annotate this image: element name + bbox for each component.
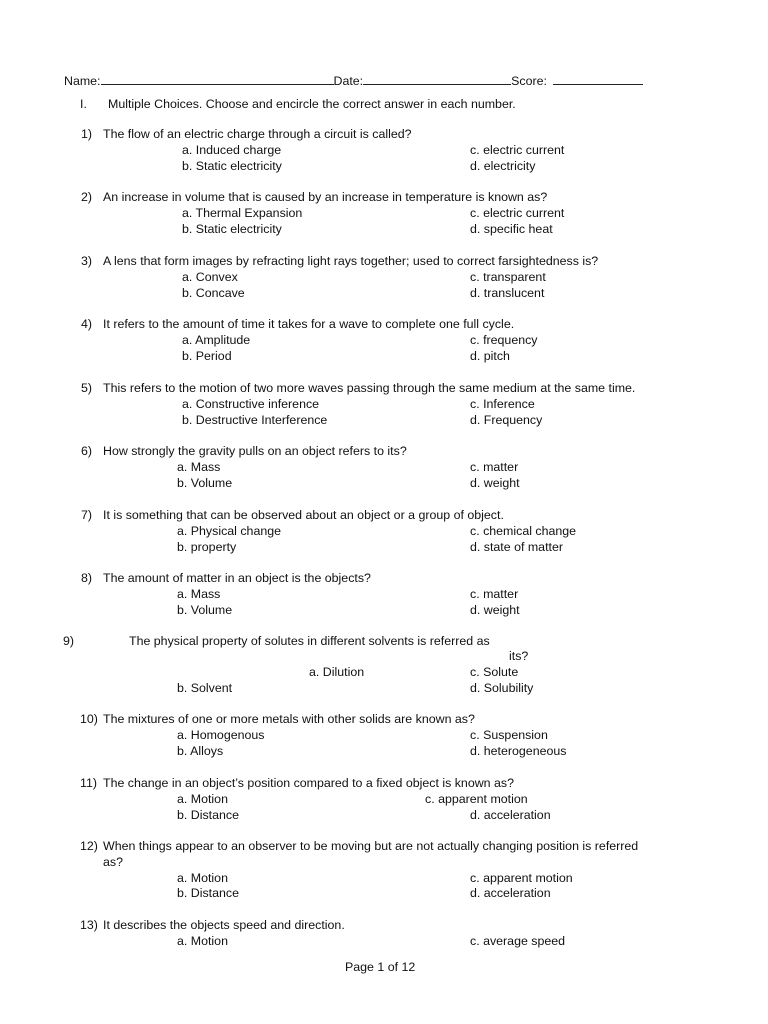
choice-a[interactable]: a. Physical change <box>177 524 282 538</box>
choice-c[interactable]: c. transparent <box>470 270 546 284</box>
question-number: 2) <box>81 190 93 204</box>
choice-b[interactable]: b. Destructive Interference <box>182 413 328 427</box>
question-text-continued: its? <box>509 649 529 663</box>
choice-a[interactable]: a. Mass <box>177 587 221 601</box>
question-number: 10) <box>80 712 98 726</box>
choice-a[interactable]: a. Motion <box>177 871 228 885</box>
choice-c[interactable]: c. Inference <box>470 397 535 411</box>
question-text: How strongly the gravity pulls on an object refers to its? <box>103 444 407 458</box>
choice-b[interactable]: b. Distance <box>177 808 239 822</box>
question-number: 9) <box>63 634 75 648</box>
choice-c[interactable]: c. chemical change <box>470 524 577 538</box>
question-text: An increase in volume that is caused by an increase in temperature is known as? <box>103 190 548 204</box>
date-label: Date: <box>333 74 364 88</box>
question-text: It describes the objects speed and direction. <box>103 918 345 932</box>
choice-c[interactable]: c. matter <box>470 460 519 474</box>
choice-d[interactable]: d. Frequency <box>470 413 543 427</box>
choice-a[interactable]: a. Motion <box>177 792 228 806</box>
question-number: 8) <box>81 571 93 585</box>
choice-b[interactable]: b. Period <box>182 349 232 363</box>
question-number: 13) <box>80 918 98 932</box>
question-number: 7) <box>81 508 93 522</box>
choice-a[interactable]: a. Homogenous <box>177 728 265 742</box>
choice-d[interactable]: d. acceleration <box>470 808 551 822</box>
question-text: A lens that form images by refracting light rays together; used to correct farsightedness is? <box>103 254 599 268</box>
choice-d[interactable]: d. translucent <box>470 286 545 300</box>
question-text: It is something that can be observed about an object or a group of object. <box>103 508 504 522</box>
choice-d[interactable]: d. weight <box>470 603 520 617</box>
section-instruction: Multiple Choices. Choose and encircle the correct answer in each number. <box>108 97 516 111</box>
choice-a[interactable]: a. Amplitude <box>182 333 251 347</box>
choice-b[interactable]: b. Volume <box>177 476 233 490</box>
choice-c[interactable]: c. apparent motion <box>425 792 528 806</box>
choice-d[interactable]: d. Solubility <box>470 681 534 695</box>
choice-b[interactable]: b. Static electricity <box>182 159 282 173</box>
choice-c[interactable]: c. matter <box>470 587 519 601</box>
choice-d[interactable]: d. weight <box>470 476 520 490</box>
choice-b[interactable]: b. Concave <box>182 286 245 300</box>
choice-b[interactable]: b. Static electricity <box>182 222 282 236</box>
question-number: 12) <box>80 839 98 853</box>
choice-d[interactable]: d. state of matter <box>470 540 563 554</box>
choice-b[interactable]: b. Solvent <box>177 681 233 695</box>
choice-c[interactable]: c. Suspension <box>470 728 548 742</box>
choice-b[interactable]: b. Distance <box>177 886 239 900</box>
name-blank[interactable] <box>101 72 334 85</box>
question-number: 5) <box>81 381 93 395</box>
choice-c[interactable]: c. average speed <box>470 934 566 948</box>
choice-d[interactable]: d. acceleration <box>470 886 551 900</box>
question-text: This refers to the motion of two more waves passing through the same medium at the same time. <box>103 381 636 395</box>
choice-b[interactable]: b. Volume <box>177 603 233 617</box>
page-number: Page 1 of 12 <box>345 960 416 974</box>
question-text: The physical property of solutes in different solvents is referred as <box>129 634 490 648</box>
name-label: Name: <box>64 74 101 88</box>
choice-d[interactable]: d. specific heat <box>470 222 553 236</box>
choice-c[interactable]: c. Solute <box>470 665 519 679</box>
choice-d[interactable]: d. heterogeneous <box>470 744 567 758</box>
section-numeral: I. <box>80 97 87 111</box>
question-number: 1) <box>81 127 93 141</box>
question-number: 11) <box>80 776 97 790</box>
question-text-continued: as? <box>103 855 123 869</box>
question-text: The mixtures of one or more metals with other solids are known as? <box>103 712 475 726</box>
choice-c[interactable]: c. apparent motion <box>470 871 573 885</box>
question-text: The amount of matter in an object is the objects? <box>103 571 371 585</box>
choice-c[interactable]: c. electric current <box>470 206 565 220</box>
choice-d[interactable]: d. electricity <box>470 159 536 173</box>
question-text: The flow of an electric charge through a circuit is called? <box>103 127 412 141</box>
choice-c[interactable]: c. frequency <box>470 333 538 347</box>
choice-a[interactable]: a. Mass <box>177 460 221 474</box>
question-text: When things appear to an observer to be moving but are not actually changing position is referred <box>103 839 639 853</box>
choice-a[interactable]: a. Constructive inference <box>182 397 320 411</box>
header-row <box>64 72 643 89</box>
question-number: 4) <box>81 317 93 331</box>
date-blank[interactable] <box>363 72 511 85</box>
question-number: 6) <box>81 444 93 458</box>
choice-a[interactable]: a. Thermal Expansion <box>182 206 303 220</box>
question-text: The change in an object’s position compared to a fixed object is known as? <box>103 776 514 790</box>
question-number: 3) <box>81 254 93 268</box>
choice-b[interactable]: b. Alloys <box>177 744 224 758</box>
choice-a[interactable]: a. Induced charge <box>182 143 282 157</box>
score-blank[interactable] <box>553 72 643 85</box>
choice-c[interactable]: c. electric current <box>470 143 565 157</box>
choice-d[interactable]: d. pitch <box>470 349 510 363</box>
choice-b[interactable]: b. property <box>177 540 237 554</box>
question-text: It refers to the amount of time it takes for a wave to complete one full cycle. <box>103 317 515 331</box>
score-label: Score: <box>511 74 547 88</box>
choice-a[interactable]: a. Dilution <box>309 665 365 679</box>
choice-a[interactable]: a. Motion <box>177 934 228 948</box>
choice-a[interactable]: a. Convex <box>182 270 238 284</box>
